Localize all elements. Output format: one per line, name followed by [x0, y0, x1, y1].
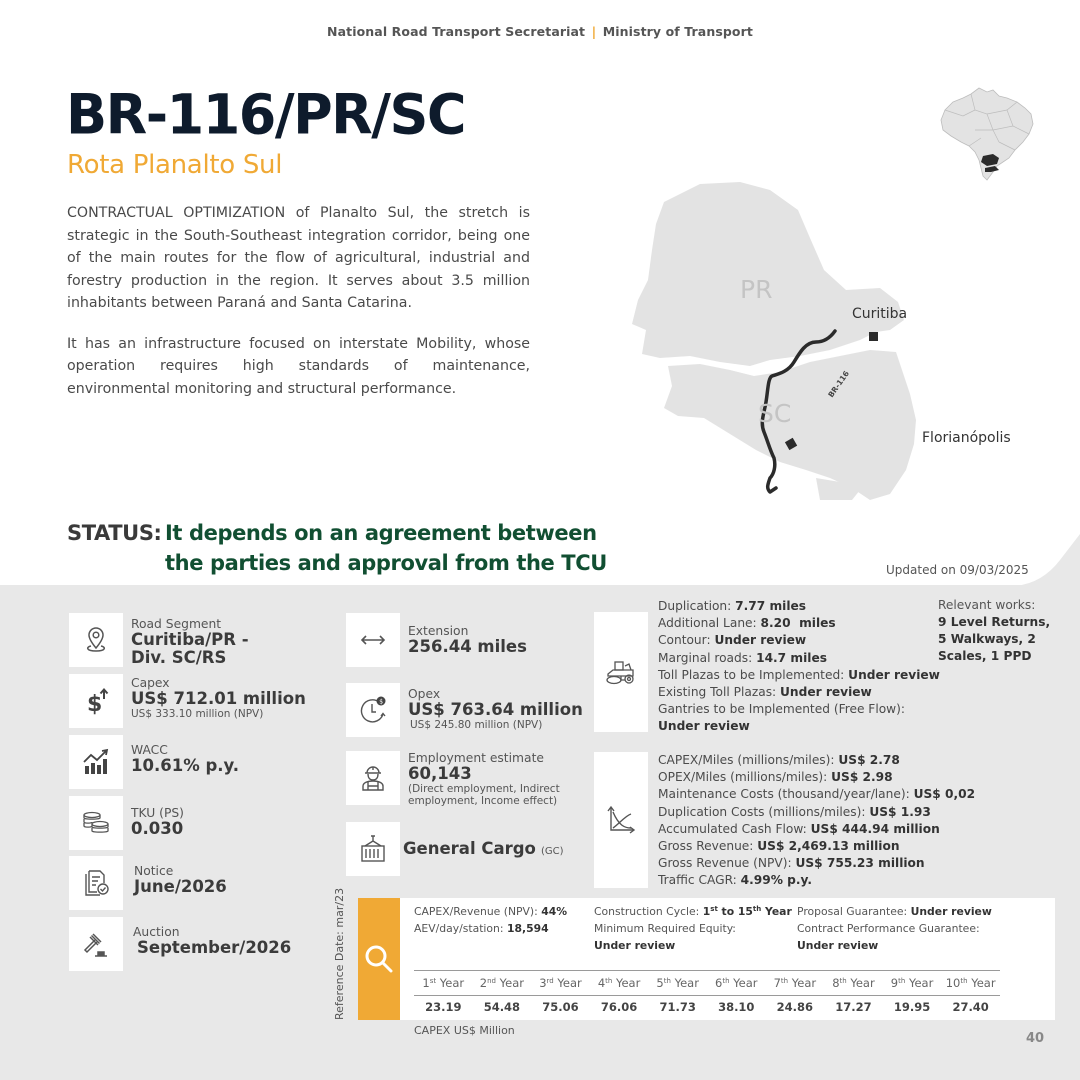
capex-value: 54.48: [483, 1000, 521, 1014]
card-label: Opex: [408, 687, 441, 701]
works-item: Gantries to be Implemented (Free Flow): Under review: [658, 702, 905, 734]
route-map: [620, 180, 1060, 500]
growth-chart-icon: [69, 735, 123, 789]
capex-table-header: [414, 971, 1000, 996]
year-header: 4th Year: [597, 976, 641, 990]
card-extension: [346, 613, 527, 667]
financials-block: [594, 752, 975, 890]
capex-value: 27.40: [952, 1000, 989, 1014]
description-paragraph: It has an infrastructure focused on interstate Mobility, whose operation requires high standards of maintenance, environmental monitoring and structural performance.: [67, 335, 530, 397]
card-value: 10.61% p.y.: [131, 756, 240, 775]
road-roller-icon: [594, 612, 648, 732]
year-header: 5th Year: [656, 976, 699, 990]
financial-item: CAPEX/Miles (millions/miles): US$ 2.78: [658, 753, 900, 767]
card-opex: [346, 683, 583, 737]
card-capex: [69, 674, 306, 728]
brazil-locator-map: [935, 80, 1045, 190]
road-label: BR-116: [826, 369, 851, 400]
svg-text:$: $: [379, 698, 384, 706]
card-value: 256.44 miles: [408, 637, 527, 656]
year-header: 1st Year: [422, 976, 465, 990]
capex-value: 24.86: [776, 1000, 814, 1014]
description-paragraph: CONTRACTUAL OPTIMIZATION of Planalto Sul, the stretch is strategic in the South-Southeast integration corridor, being one of the main routes for the flow of agricultural, industrial and forestry production in the region. It serves about 3.5 million inhabitants between Paraná and Santa Catarina.: [67, 205, 530, 311]
construction-cycle: Construction Cycle: 1st to 15th Year Minimum Required Equity: Under review: [594, 905, 792, 952]
works-item: Existing Toll Plazas: Under review: [658, 685, 872, 700]
financial-item: Duplication Costs (millions/miles): US$ 1.93: [658, 804, 931, 819]
guarantees: Proposal Guarantee: Under review Contract Performance Guarantee: Under review: [797, 905, 992, 952]
capex-table-values: [414, 996, 1000, 1018]
card-label: Auction: [133, 925, 180, 939]
city-label-florianopolis: Florianópolis: [922, 430, 1011, 446]
year-header: 3rd Year: [539, 976, 582, 990]
magnifier-icon: [358, 898, 400, 1020]
card-road-segment: [69, 613, 281, 667]
card-notice: [69, 856, 227, 910]
year-header: 6th Year: [715, 976, 758, 990]
relevant-works-value: 9 Level Returns, 5 Walkways, 2 Scales, 1 PPD: [938, 615, 1051, 663]
capex-revenue: CAPEX/Revenue (NPV): 44% AEV/day/station: 18,594: [414, 905, 568, 935]
region-map-svg: [620, 180, 1060, 500]
card-tku: [69, 796, 184, 850]
page-number: 40: [1026, 1031, 1045, 1046]
capex-value: 38.10: [718, 1000, 755, 1014]
capex-value: 19.95: [893, 1000, 931, 1014]
clock-dollar-icon: [346, 683, 400, 737]
works-item: Marginal roads: 14.7 miles: [658, 650, 827, 665]
card-label: Employment estimate: [408, 751, 544, 765]
relevant-works-label: Relevant works:: [938, 598, 1036, 612]
works-list: [658, 598, 940, 736]
ministry-name: Ministry of Transport: [602, 24, 753, 39]
year-header: 7th Year: [773, 976, 817, 990]
capex-caption: CAPEX US$ Million: [414, 1024, 515, 1037]
card-sub-value: (Direct employment, Indirect employment, Income effect): [408, 783, 560, 807]
card-value: US$ 763.64 million: [408, 700, 583, 719]
container-icon: [346, 822, 400, 876]
arrows-horizontal-icon: [346, 613, 400, 667]
card-auction: [69, 917, 291, 971]
location-pin-icon: [69, 613, 123, 667]
description: [67, 202, 530, 400]
worker-icon: [346, 751, 400, 805]
publisher-header: [0, 24, 1080, 39]
card-label: Road Segment: [131, 617, 222, 631]
financial-item: Maintenance Costs (thousand/year/lane): US$ 0,02: [658, 787, 976, 802]
card-value: US$ 712.01 million: [131, 689, 306, 708]
card-label: Notice: [134, 864, 174, 878]
document-check-icon: [69, 856, 123, 910]
works-item: Additional Lane: 8.20 miles: [658, 616, 836, 631]
cargo-code: (GC): [540, 846, 564, 857]
cost-curve-icon: [594, 752, 648, 888]
card-employment: [346, 751, 568, 807]
year-header: 8th Year: [832, 976, 875, 990]
card-value: Curitiba/PR - Div. SC/RS: [131, 630, 249, 667]
card-value: 0.030: [131, 819, 184, 838]
works-item: Duplication: 7.77 miles: [658, 599, 807, 613]
year-header: 10th Year: [945, 976, 996, 990]
capex-table: [414, 970, 1000, 1018]
works-block: [594, 598, 940, 736]
updated-date: Updated on 09/03/2025: [886, 563, 1029, 577]
works-item: Contour: Under review: [658, 633, 807, 648]
status-text: It depends on an agreement between the parties and approval from the TCU: [165, 521, 607, 575]
financial-item: Gross Revenue: US$ 2,469.13 million: [658, 839, 900, 854]
card-sub-value: US$ 333.10 million (NPV): [131, 708, 264, 720]
year-header: 2nd Year: [479, 976, 524, 990]
capex-value: 71.73: [659, 1000, 696, 1014]
card-label: Capex: [131, 676, 170, 690]
card-value: 60,143: [408, 764, 472, 783]
gavel-icon: [69, 917, 123, 971]
card-sub-value: US$ 245.80 million (NPV): [410, 719, 543, 731]
capex-value: 17.27: [835, 1000, 872, 1014]
card-cargo: [346, 822, 564, 876]
financial-item: OPEX/Miles (millions/miles): US$ 2.98: [658, 770, 893, 785]
financials-list: [658, 752, 975, 890]
cargo-type: General Cargo: [403, 839, 536, 858]
card-label: Extension: [408, 624, 469, 638]
financial-item: Gross Revenue (NPV): US$ 755.23 million: [658, 856, 925, 871]
year-header: 9th Year: [890, 976, 934, 990]
coins-icon: [69, 796, 123, 850]
card-value: June/2026: [134, 877, 227, 896]
financial-item: Traffic CAGR: 4.99% p.y.: [658, 873, 812, 888]
svg-text:$: $: [87, 692, 103, 717]
reference-date: Reference Date: mar/23: [333, 887, 346, 1020]
dollar-up-icon: [69, 674, 123, 728]
state-label-pr: PR: [740, 275, 773, 304]
works-item: Toll Plazas to be Implemented: Under review: [658, 667, 940, 682]
card-wacc: [69, 735, 239, 789]
org-name: National Road Transport Secretariat: [327, 24, 586, 39]
page-title: BR-116/PR/SC: [66, 82, 465, 147]
header-separator: |: [591, 24, 597, 39]
relevant-works: [938, 597, 1058, 665]
financial-item: Accumulated Cash Flow: US$ 444.94 million: [658, 821, 940, 836]
card-label: TKU (PS): [131, 806, 184, 820]
capex-value: 75.06: [542, 1000, 579, 1014]
city-label-curitiba: Curitiba: [852, 306, 908, 322]
status-label: STATUS:: [67, 521, 162, 545]
state-label-sc: SC: [758, 399, 792, 428]
page-subtitle: Rota Planalto Sul: [67, 150, 283, 180]
card-label: WACC: [131, 743, 168, 757]
capex-value: 76.06: [600, 1000, 638, 1014]
capex-value: 23.19: [425, 1000, 462, 1014]
card-value: September/2026: [137, 938, 292, 957]
